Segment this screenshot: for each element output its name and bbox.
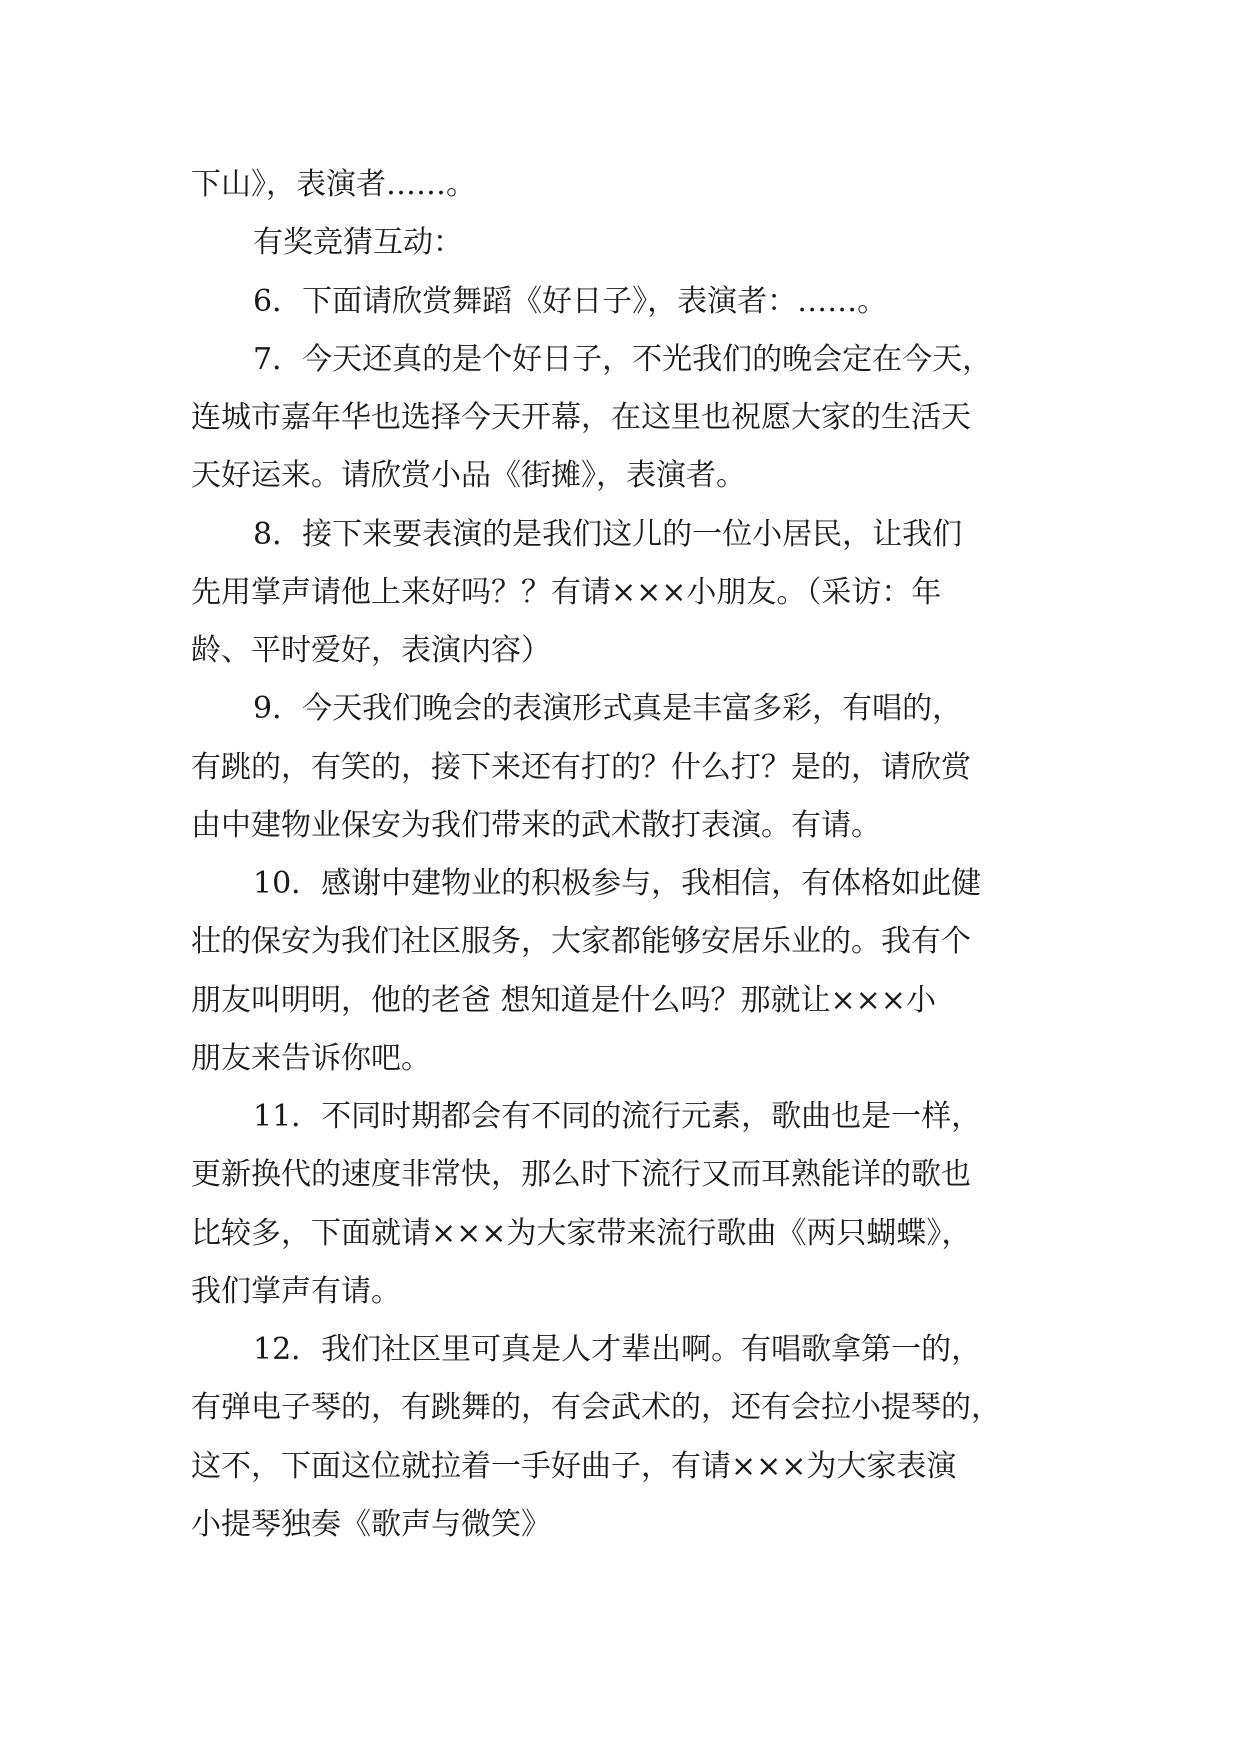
text-line: 有奖竞猜互动： xyxy=(253,225,463,260)
text-line: 8．接下来要表演的是我们这儿的一位小居民，让我们 xyxy=(253,517,963,552)
text-line: 连城市嘉年华也选择今天开幕，在这里也祝愿大家的生活天 xyxy=(191,400,971,435)
text-line: 朋友叫明明，他的老爸 想知道是什么吗？那就让×××小 xyxy=(191,983,936,1018)
text-line: 龄、平时爱好，表演内容） xyxy=(191,633,551,668)
text-line: 9．今天我们晚会的表演形式真是丰富多彩，有唱的， xyxy=(253,691,963,726)
text-line: 6．下面请欣赏舞蹈《好日子》，表演者：……。 xyxy=(253,284,888,319)
text-line: 更新换代的速度非常快，那么时下流行又而耳熟能详的歌也 xyxy=(191,1157,971,1192)
text-line: 7．今天还真的是个好日子，不光我们的晚会定在今天， xyxy=(253,342,993,377)
text-line: 12．我们社区里可真是人才辈出啊。有唱歌拿第一的， xyxy=(253,1332,982,1367)
text-line: 这不，下面这位就拉着一手好曲子，有请×××为大家表演 xyxy=(191,1449,957,1484)
text-line: 10．感谢中建物业的积极参与，我相信，有体格如此健 xyxy=(253,866,982,901)
text-line: 壮的保安为我们社区服务，大家都能够安居乐业的。我有个 xyxy=(191,924,971,959)
text-line: 下山》，表演者……。 xyxy=(191,167,476,202)
text-line: 比较多，下面就请×××为大家带来流行歌曲《两只蝴蝶》， xyxy=(191,1216,972,1251)
text-line: 小提琴独奏《歌声与微笑》 xyxy=(191,1507,551,1542)
text-line: 有弹电子琴的，有跳舞的，有会武术的，还有会拉小提琴的， xyxy=(191,1390,1001,1425)
text-line: 天好运来。请欣赏小品《街摊》，表演者。 xyxy=(191,458,746,493)
text-line: 我们掌声有请。 xyxy=(191,1274,401,1309)
text-line: 11．不同时期都会有不同的流行元素，歌曲也是一样， xyxy=(253,1099,982,1134)
text-line: 由中建物业保安为我们带来的武术散打表演。有请。 xyxy=(191,808,881,843)
text-line: 朋友来告诉你吧。 xyxy=(191,1041,431,1076)
text-line: 先用掌声请他上来好吗？？有请×××小朋友。（采访：年 xyxy=(191,575,942,610)
text-line: 有跳的，有笑的，接下来还有打的？什么打？是的，请欣赏 xyxy=(191,750,971,785)
